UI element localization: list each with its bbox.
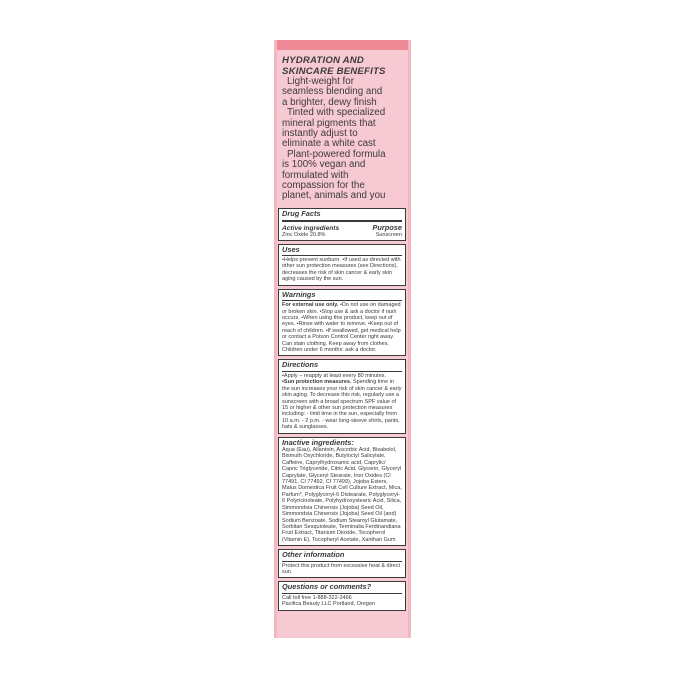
- questions-section: [278, 581, 406, 610]
- questions-text: [282, 595, 402, 608]
- warnings-body: •Do not use on damaged or broken skin. •Stop use & ask a doctor if rash occurs. •When using this product, keep out of eyes. •Rinse with water to remove. •Keep out of reach of children. •If swallowed, get medical help or contact a Poison Control Center right away. Can stain clothing. Keep away from clothes. Children under 6 months: ask a doctor.: [282, 302, 401, 353]
- inactive-text: Aqua (Eau), Allantoin, Ascorbic Acid, Bisabolol, Bismuth Oxychloride, Butyloctyl Salicylate, Caffeine, Caprylhydroxamic acid, Caprylic/ Capric Triglyceride, Citric Acid, Glycerin, Glyceryl Caprylate, Glyceryl Stearate, Iron Oxides (CI 77491, CI 77492, CI 77499), Jojoba Esters, Malus Domestica Fruit Cell Culture Extract, Mica, Parfum*, Polyglyceryl-6 Distearate, Polyglyceryl-6 Polyricinoleate, Polyhydroxystearic Acid, Silica, Simmondsia Chinensis (Jojoba) Seed Oil, Simmondsia Chinensis (Jojoba) Seed Oil (and) Sodium Benzoate, Sodium Stearoyl Glutamate, Sorbitan Sesquioleate, Terminalia Ferdinandiana Fruit Extract, Titanium Dioxide, Tocopherol (Vitamin E), Tocopheryl Acetate, Xanthan Gum: [282, 447, 402, 543]
- drug-facts-active-section: [278, 208, 406, 241]
- benefit-text: instantly adjust to: [282, 128, 358, 140]
- benefit-text: is 100% vegan and: [282, 159, 366, 171]
- divider: [282, 255, 402, 256]
- benefits-panel: [282, 56, 408, 202]
- benefit-text: Light-weight for: [287, 76, 354, 87]
- directions-line1: •Apply – reapply at least every 80 minutes.: [282, 372, 387, 379]
- active-ingredient: Zinc Oxide 20.8%: [282, 231, 326, 238]
- warnings-section: [278, 289, 406, 357]
- questions-phone: Call toll free 1-888-322-2466: [282, 594, 352, 601]
- questions-title: Questions or comments?: [282, 582, 372, 592]
- warnings-title: Warnings: [282, 289, 316, 299]
- warnings-text: [282, 302, 402, 353]
- directions-body: Spending time in the sun increases your risk of skin cancer & early skin aging. To decrease this risk, regularly use a sunscreen with a broad spectrum SPF value of 15 or higher & other sun protection measures including: - limit time in the sun, especially from 10 a.m. - 2 p.m. - wear long-sleeve shirts, pants, hats & sunglasses.: [282, 379, 402, 431]
- directions-bold: •Sun protection measures.: [282, 379, 352, 386]
- inactive-section: [278, 437, 406, 547]
- divider: [282, 300, 402, 301]
- active-ingredient-row: [282, 232, 402, 238]
- benefit-text: a brighter, dewy finish: [282, 96, 377, 108]
- directions-section: [278, 359, 406, 433]
- purpose-value: Sunscreen: [375, 231, 402, 238]
- active-header-row: [282, 223, 402, 232]
- benefit-text: eliminate a white cast: [282, 138, 376, 150]
- benefit-text: Plant-powered formula: [287, 148, 386, 160]
- uses-section: [278, 244, 406, 286]
- purpose-label: Purpose: [372, 222, 402, 232]
- box-top-flap: [274, 40, 411, 50]
- benefit-text: mineral pigments that: [282, 117, 376, 129]
- other-info-section: [278, 549, 406, 578]
- other-info-title: Other information: [282, 550, 345, 560]
- benefit-text: planet, animals and you: [282, 190, 386, 202]
- benefit-text: Tinted with specialized: [287, 107, 386, 119]
- benefit-text: formulated with: [282, 169, 349, 181]
- other-info-text: Protect this product from excessive heat & direct sun.: [282, 562, 400, 576]
- benefits-heading-line2: SKINCARE BENEFITS: [282, 65, 386, 77]
- benefit-text: compassion for the: [282, 180, 365, 192]
- divider: [282, 371, 402, 372]
- divider: [282, 561, 402, 562]
- box-right-edge: [408, 40, 411, 638]
- directions-title: Directions: [282, 360, 319, 370]
- active-ingredients-label: Active ingredients: [282, 224, 340, 232]
- questions-company: Pacifica Beauty LLC Portland, Oregon: [282, 601, 375, 608]
- warnings-bold: For external use only.: [282, 302, 339, 309]
- benefits-heading-line1: HYDRATION AND: [282, 55, 365, 66]
- inactive-title: Inactive ingredients:: [282, 437, 354, 447]
- divider: [282, 593, 402, 594]
- uses-text: •Helps prevent sunburn. •If used as directed with other sun protection measures (see Directions), decreases the risk of skin cancer & early skin aging caused by the sun.: [282, 257, 401, 283]
- divider: [282, 220, 402, 222]
- drug-facts-panel: [278, 208, 406, 614]
- directions-text: [282, 373, 402, 431]
- benefit-line: [282, 191, 408, 201]
- benefit-text: seamless blending and: [282, 86, 383, 98]
- benefits-heading: [282, 56, 408, 77]
- uses-title: Uses: [282, 244, 300, 254]
- box-left-edge: [274, 40, 277, 638]
- drug-facts-title: Drug Facts: [282, 209, 321, 218]
